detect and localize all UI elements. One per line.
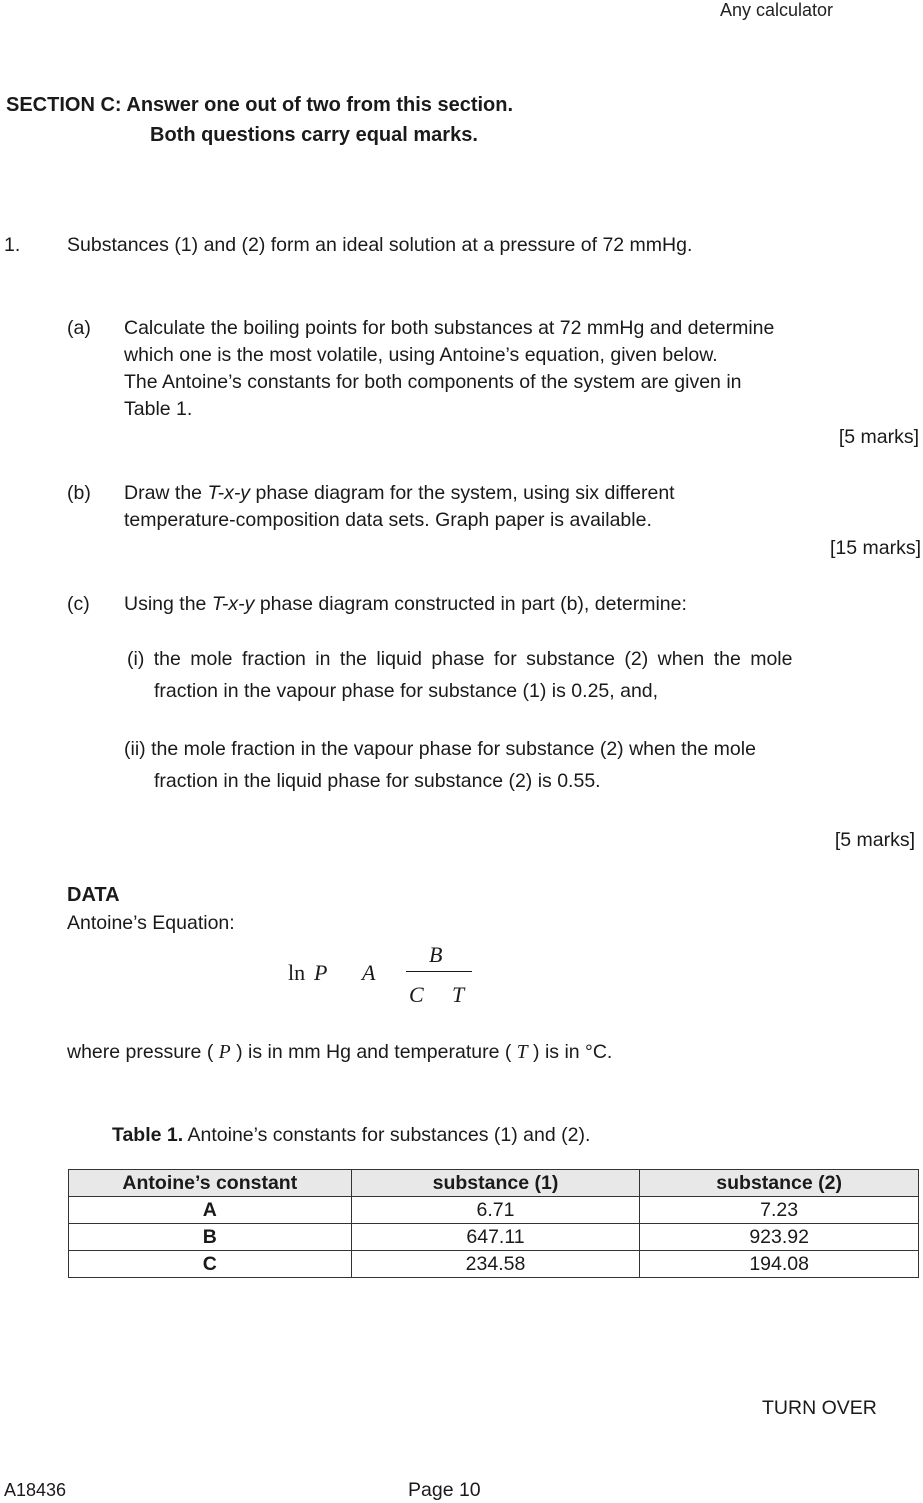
part-a-marks: [5 marks] <box>838 426 919 448</box>
equation-a: A <box>362 960 376 985</box>
part-b-line1 <box>124 482 675 505</box>
turn-over-note: TURN OVER <box>762 1397 877 1419</box>
part-c-line1-post: phase diagram constructed in part (b), determine: <box>254 593 687 615</box>
table-cell: 647.11 <box>351 1224 640 1251</box>
table-caption <box>112 1124 590 1147</box>
table-cell: 194.08 <box>640 1251 919 1278</box>
equation-t: T <box>452 982 465 1007</box>
paper-code: A18436 <box>4 1480 67 1500</box>
part-b-marks: [15 marks] <box>829 537 921 559</box>
antoine-constants-table <box>68 1169 919 1278</box>
row-label: B <box>69 1224 352 1251</box>
column-header-constant: Antoine’s constant <box>69 1170 352 1197</box>
units-note-post: ) is in °C. <box>527 1041 613 1063</box>
equation-b: B <box>429 942 443 967</box>
table-row <box>69 1251 919 1278</box>
column-header-substance-2: substance (2) <box>640 1170 919 1197</box>
table-cell: 234.58 <box>351 1251 640 1278</box>
part-c-ii-line2: fraction in the liquid phase for substance (2) is 0.55. <box>154 770 601 792</box>
question-intro: Substances (1) and (2) form an ideal solution at a pressure of 72 mmHg. <box>67 234 693 256</box>
part-a-label: (a) <box>67 317 91 339</box>
units-note-mid: ) is in mm Hg and temperature ( <box>230 1041 517 1063</box>
calculator-note: Any calculator <box>720 0 834 20</box>
equation-p: P <box>314 960 328 985</box>
row-label: C <box>69 1251 352 1278</box>
table-row <box>69 1224 919 1251</box>
part-c-diagram-type: T-x-y <box>211 593 255 615</box>
units-note-pre: where pressure ( <box>67 1041 219 1063</box>
part-c-line1-pre: Using the <box>124 593 212 615</box>
part-c-i-line2: fraction in the vapour phase for substance (1) is 0.25, and, <box>154 680 659 702</box>
part-c-i-line1: (i) the mole fraction in the liquid phase for substance (2) when the mole <box>127 648 793 670</box>
section-title: SECTION C: Answer one out of two from this section. <box>6 94 514 116</box>
fraction-bar <box>406 971 472 972</box>
part-b-diagram-type: T-x-y <box>207 482 251 504</box>
table-cell: 923.92 <box>640 1224 919 1251</box>
part-a-line3: The Antoine’s constants for both components of the system are given in <box>124 371 742 393</box>
units-note-p: P <box>218 1042 231 1063</box>
table-cell: 7.23 <box>640 1197 919 1224</box>
table-cell: 6.71 <box>351 1197 640 1224</box>
table-caption-label: Table 1. <box>112 1124 184 1146</box>
part-c-marks: [5 marks] <box>834 829 915 851</box>
part-b-line2: temperature-composition data sets. Graph paper is available. <box>124 509 652 531</box>
units-note <box>67 1041 612 1064</box>
row-label: A <box>69 1197 352 1224</box>
part-a-line4: Table 1. <box>124 398 193 420</box>
data-heading: DATA <box>67 884 120 906</box>
page-number: Page 10 <box>408 1479 481 1501</box>
table-row <box>69 1197 919 1224</box>
units-note-t: T <box>516 1042 528 1063</box>
column-header-substance-1: substance (1) <box>351 1170 640 1197</box>
part-a-line2: which one is the most volatile, using Antoine’s equation, given below. <box>124 344 718 366</box>
part-b-line1-pre: Draw the <box>124 482 208 504</box>
table-caption-text: Antoine’s constants for substances (1) and (2). <box>183 1124 591 1146</box>
part-c-line1 <box>124 593 687 616</box>
part-b-label: (b) <box>67 482 91 504</box>
table-header-row <box>69 1170 919 1197</box>
equation-c: C <box>409 982 424 1007</box>
part-c-label: (c) <box>67 593 90 615</box>
equation-ln: ln <box>288 960 306 985</box>
question-number: 1. <box>4 234 21 256</box>
part-c-ii-line1: (ii) the mole fraction in the vapour phase for substance (2) when the mole <box>124 738 756 760</box>
part-b-line1-post: phase diagram for the system, using six different <box>250 482 675 504</box>
part-a-line1: Calculate the boiling points for both substances at 72 mmHg and determine <box>124 317 775 339</box>
equation-label: Antoine’s Equation: <box>67 912 235 934</box>
section-subtitle: Both questions carry equal marks. <box>150 124 478 146</box>
